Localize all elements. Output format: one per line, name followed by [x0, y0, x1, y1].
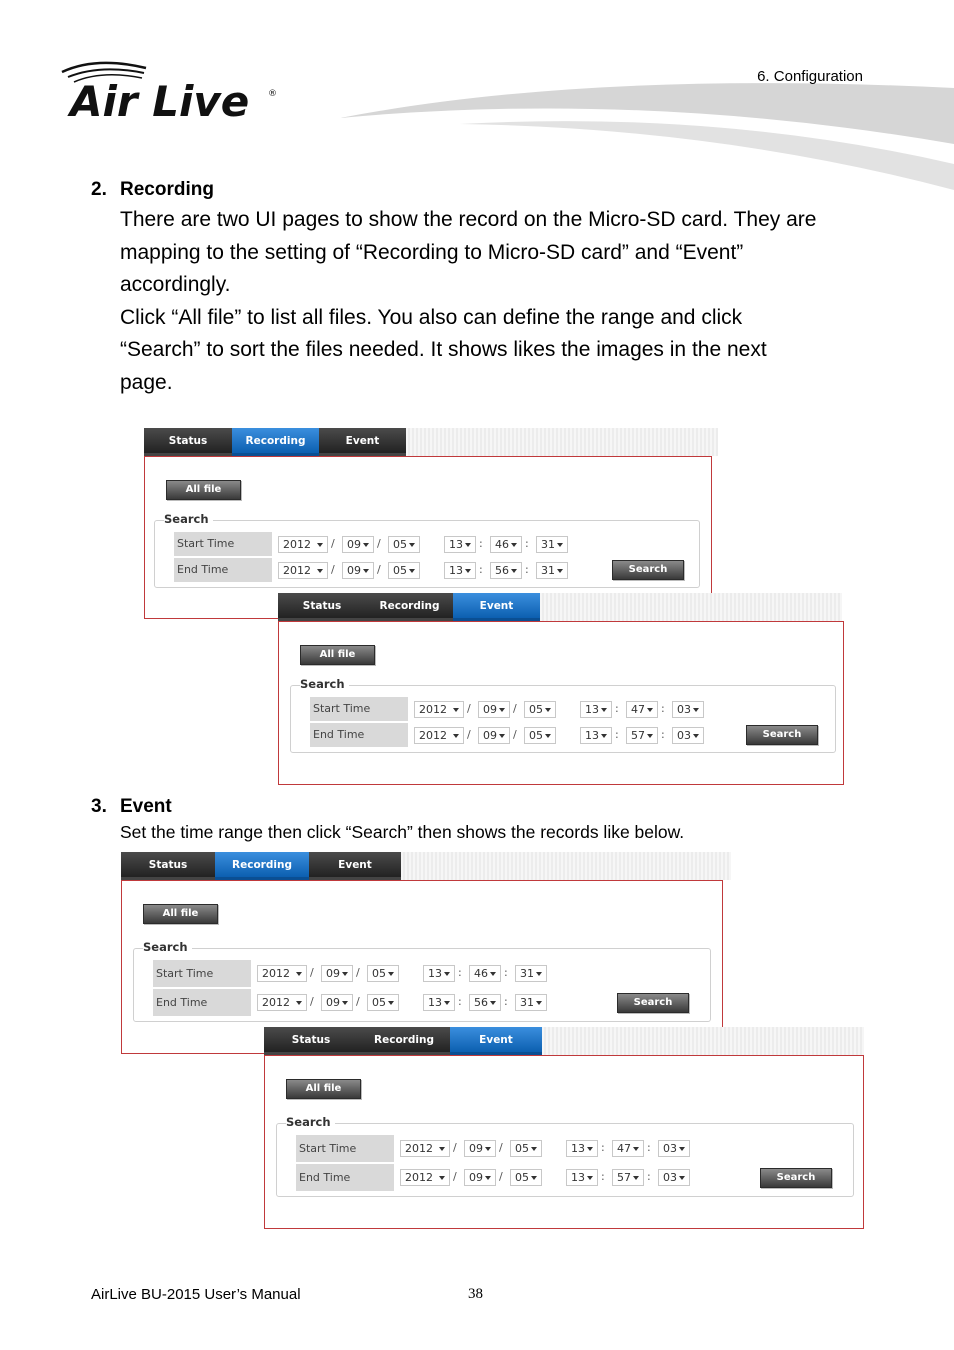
end-time-label: End Time — [174, 558, 272, 582]
dropdown-arrow-icon — [557, 569, 563, 573]
dropdown-arrow-icon — [511, 569, 517, 573]
select-value: 13 — [428, 967, 442, 980]
select-value: 2012 — [405, 1171, 433, 1184]
tab-bar — [121, 852, 401, 880]
select-value: 2012 — [283, 538, 311, 551]
tab-recording[interactable]: Recording — [232, 428, 319, 456]
end-hour-select[interactable] — [566, 1169, 598, 1186]
all-file-button[interactable]: All file — [286, 1079, 361, 1099]
end-time-label: End Time — [310, 723, 408, 747]
page-number: 38 — [468, 1286, 483, 1302]
separator: : — [615, 728, 619, 741]
select-value: 13 — [428, 996, 442, 1009]
body-line: accordingly. — [120, 273, 231, 296]
dropdown-arrow-icon — [409, 543, 415, 547]
select-value: 13 — [571, 1142, 585, 1155]
tab-bar-fill — [540, 593, 842, 621]
footer-manual-title: AirLive BU-2015 User’s Manual — [91, 1286, 301, 1303]
separator: / — [467, 728, 471, 741]
select-value: 2012 — [419, 703, 447, 716]
separator: / — [499, 1170, 503, 1183]
end-minute-select[interactable] — [490, 562, 522, 579]
select-value: 13 — [585, 703, 599, 716]
dropdown-arrow-icon — [439, 1176, 445, 1180]
start-month-select[interactable] — [321, 965, 353, 982]
tab-bar-fill — [401, 852, 731, 880]
tab-recording[interactable]: Recording — [358, 1027, 450, 1055]
select-value: 09 — [326, 967, 340, 980]
select-value: 57 — [631, 729, 645, 742]
end-day-select[interactable] — [367, 994, 399, 1011]
start-day-select[interactable] — [388, 536, 420, 553]
tab-event[interactable]: Event — [453, 593, 540, 621]
separator: / — [377, 537, 381, 550]
tab-bar — [144, 428, 406, 456]
start-month-select[interactable] — [478, 701, 510, 718]
separator: : — [458, 966, 462, 979]
dropdown-arrow-icon — [531, 1147, 537, 1151]
select-value: 2012 — [283, 564, 311, 577]
end-second-select[interactable] — [658, 1169, 690, 1186]
separator: : — [661, 702, 665, 715]
header-swoosh-graphic — [340, 80, 954, 195]
separator: / — [356, 995, 360, 1008]
select-value: 05 — [372, 996, 386, 1009]
end-minute-select[interactable] — [469, 994, 501, 1011]
tab-recording[interactable]: Recording — [215, 852, 309, 880]
tab-bar-fill — [406, 428, 718, 456]
start-minute-select[interactable] — [490, 536, 522, 553]
tab-bar — [278, 593, 540, 621]
start-second-select[interactable] — [536, 536, 568, 553]
dropdown-arrow-icon — [342, 972, 348, 976]
end-month-select[interactable] — [478, 727, 510, 744]
section-title: Recording — [120, 179, 214, 200]
end-day-select[interactable] — [388, 562, 420, 579]
end-year-select[interactable] — [414, 727, 464, 744]
end-month-select[interactable] — [342, 562, 374, 579]
start-year-select[interactable] — [400, 1140, 450, 1157]
start-time-label: Start Time — [310, 697, 408, 721]
select-value: 05 — [393, 538, 407, 551]
search-legend: Search — [164, 512, 213, 526]
body-line: Click “All file” to list all files. You also can define the range and click — [120, 305, 743, 329]
body-line: “Search” to sort the files needed. It shows likes the images in the next — [120, 338, 767, 361]
dropdown-arrow-icon — [296, 1001, 302, 1005]
start-second-select[interactable] — [672, 701, 704, 718]
separator: : — [504, 966, 508, 979]
select-value: 09 — [469, 1171, 483, 1184]
select-value: 09 — [326, 996, 340, 1009]
select-value: 2012 — [419, 729, 447, 742]
search-button[interactable]: Search — [746, 725, 818, 745]
dropdown-arrow-icon — [557, 543, 563, 547]
dropdown-arrow-icon — [633, 1147, 639, 1151]
separator: / — [467, 702, 471, 715]
start-hour-select[interactable] — [423, 965, 455, 982]
dropdown-arrow-icon — [485, 1147, 491, 1151]
separator: : — [525, 537, 529, 550]
separator: / — [513, 702, 517, 715]
separator: : — [647, 1170, 651, 1183]
start-time-label: Start Time — [296, 1135, 394, 1162]
dropdown-arrow-icon — [363, 569, 369, 573]
select-value: 09 — [347, 538, 361, 551]
start-minute-select[interactable] — [612, 1140, 644, 1157]
end-year-select[interactable] — [278, 562, 328, 579]
search-button[interactable]: Search — [760, 1168, 832, 1188]
section-body: Set the time range then click “Search” then shows the records like below. — [120, 822, 685, 842]
separator: : — [525, 563, 529, 576]
end-minute-select[interactable] — [612, 1169, 644, 1186]
separator: : — [601, 1170, 605, 1183]
recording-page-screenshot — [121, 852, 731, 1054]
dropdown-arrow-icon — [363, 543, 369, 547]
tab-event[interactable]: Event — [309, 852, 401, 880]
select-value: 13 — [571, 1171, 585, 1184]
start-year-select[interactable] — [414, 701, 464, 718]
select-value: 56 — [495, 564, 509, 577]
start-second-select[interactable] — [658, 1140, 690, 1157]
all-file-button[interactable]: All file — [300, 645, 375, 665]
start-time-label: Start Time — [153, 960, 251, 987]
separator: / — [331, 537, 335, 550]
tab-recording[interactable]: Recording — [366, 593, 453, 621]
tab-status[interactable]: Status — [278, 593, 366, 621]
dropdown-arrow-icon — [465, 569, 471, 573]
start-day-select[interactable] — [524, 701, 556, 718]
section-number: 3. — [91, 796, 107, 817]
select-value: 46 — [474, 967, 488, 980]
separator: / — [453, 1170, 457, 1183]
dropdown-arrow-icon — [444, 1001, 450, 1005]
dropdown-arrow-icon — [485, 1176, 491, 1180]
select-value: 56 — [474, 996, 488, 1009]
select-value: 03 — [677, 703, 691, 716]
dropdown-arrow-icon — [545, 734, 551, 738]
select-value: 31 — [541, 538, 555, 551]
dropdown-arrow-icon — [693, 734, 699, 738]
select-value: 05 — [515, 1142, 529, 1155]
select-value: 31 — [541, 564, 555, 577]
tab-status[interactable]: Status — [144, 428, 232, 456]
search-legend: Search — [300, 677, 349, 691]
start-month-select[interactable] — [464, 1140, 496, 1157]
dropdown-arrow-icon — [587, 1176, 593, 1180]
airlive-logo — [56, 58, 286, 122]
event-page-screenshot — [278, 593, 842, 785]
dropdown-arrow-icon — [693, 708, 699, 712]
separator: : — [504, 995, 508, 1008]
start-minute-select[interactable] — [626, 701, 658, 718]
select-value: 47 — [617, 1142, 631, 1155]
dropdown-arrow-icon — [490, 972, 496, 976]
dropdown-arrow-icon — [444, 972, 450, 976]
start-day-select[interactable] — [367, 965, 399, 982]
dropdown-arrow-icon — [453, 734, 459, 738]
dropdown-arrow-icon — [453, 708, 459, 712]
end-year-select[interactable] — [400, 1169, 450, 1186]
separator: / — [310, 966, 314, 979]
start-year-select[interactable] — [257, 965, 307, 982]
end-hour-select[interactable] — [423, 994, 455, 1011]
separator: / — [377, 563, 381, 576]
dropdown-arrow-icon — [499, 734, 505, 738]
tab-status[interactable]: Status — [264, 1027, 358, 1055]
dropdown-arrow-icon — [499, 708, 505, 712]
end-time-label: End Time — [153, 989, 251, 1016]
separator: / — [331, 563, 335, 576]
tab-bar-fill — [542, 1027, 864, 1055]
select-value: 2012 — [262, 996, 290, 1009]
end-time-label: End Time — [296, 1164, 394, 1191]
dropdown-arrow-icon — [317, 543, 323, 547]
select-value: 09 — [347, 564, 361, 577]
start-time-label: Start Time — [174, 532, 272, 556]
separator: : — [647, 1141, 651, 1154]
dropdown-arrow-icon — [439, 1147, 445, 1151]
select-value: 05 — [529, 729, 543, 742]
dropdown-arrow-icon — [536, 1001, 542, 1005]
dropdown-arrow-icon — [388, 1001, 394, 1005]
dropdown-arrow-icon — [647, 734, 653, 738]
dropdown-arrow-icon — [388, 972, 394, 976]
select-value: 31 — [520, 996, 534, 1009]
end-year-select[interactable] — [257, 994, 307, 1011]
recording-page-screenshot — [144, 428, 718, 619]
dropdown-arrow-icon — [465, 543, 471, 547]
search-button[interactable]: Search — [612, 560, 684, 580]
select-value: 09 — [483, 729, 497, 742]
end-month-select[interactable] — [321, 994, 353, 1011]
end-second-select[interactable] — [515, 994, 547, 1011]
dropdown-arrow-icon — [531, 1176, 537, 1180]
start-year-select[interactable] — [278, 536, 328, 553]
select-value: 47 — [631, 703, 645, 716]
separator: / — [453, 1141, 457, 1154]
tab-event[interactable]: Event — [319, 428, 406, 456]
select-value: 09 — [483, 703, 497, 716]
tab-status[interactable]: Status — [121, 852, 215, 880]
end-month-select[interactable] — [464, 1169, 496, 1186]
end-day-select[interactable] — [524, 727, 556, 744]
dropdown-arrow-icon — [342, 1001, 348, 1005]
select-value: 2012 — [262, 967, 290, 980]
dropdown-arrow-icon — [601, 708, 607, 712]
svg-text:®: ® — [268, 89, 277, 99]
body-line: There are two UI pages to show the record on the Micro-SD card. They are — [120, 208, 817, 231]
dropdown-arrow-icon — [409, 569, 415, 573]
start-month-select[interactable] — [342, 536, 374, 553]
dropdown-arrow-icon — [545, 708, 551, 712]
select-value: 13 — [449, 538, 463, 551]
dropdown-arrow-icon — [511, 543, 517, 547]
select-value: 31 — [520, 967, 534, 980]
select-value: 05 — [393, 564, 407, 577]
start-hour-select[interactable] — [580, 701, 612, 718]
search-button[interactable]: Search — [617, 993, 689, 1013]
separator: / — [513, 728, 517, 741]
select-value: 2012 — [405, 1142, 433, 1155]
start-minute-select[interactable] — [469, 965, 501, 982]
end-second-select[interactable] — [672, 727, 704, 744]
dropdown-arrow-icon — [536, 972, 542, 976]
select-value: 03 — [663, 1171, 677, 1184]
event-page-screenshot — [264, 1027, 864, 1229]
separator: / — [356, 966, 360, 979]
dropdown-arrow-icon — [317, 569, 323, 573]
select-value: 09 — [469, 1142, 483, 1155]
select-value: 05 — [372, 967, 386, 980]
end-hour-select[interactable] — [580, 727, 612, 744]
search-legend: Search — [286, 1115, 335, 1129]
all-file-button[interactable]: All file — [166, 480, 241, 500]
dropdown-arrow-icon — [679, 1176, 685, 1180]
start-hour-select[interactable] — [444, 536, 476, 553]
separator: / — [499, 1141, 503, 1154]
body-line: mapping to the setting of “Recording to Micro-SD card” and “Event” — [120, 240, 744, 264]
select-value: 46 — [495, 538, 509, 551]
dropdown-arrow-icon — [633, 1176, 639, 1180]
body-line: page. — [120, 370, 173, 394]
svg-text:Air Live: Air Live — [70, 77, 250, 122]
dropdown-arrow-icon — [647, 708, 653, 712]
section-number: 2. — [91, 179, 107, 200]
separator: : — [479, 537, 483, 550]
start-day-select[interactable] — [510, 1140, 542, 1157]
end-day-select[interactable] — [510, 1169, 542, 1186]
separator: : — [615, 702, 619, 715]
end-minute-select[interactable] — [626, 727, 658, 744]
section-label: 6. Configuration — [757, 68, 863, 85]
dropdown-arrow-icon — [587, 1147, 593, 1151]
separator: : — [661, 728, 665, 741]
dropdown-arrow-icon — [490, 1001, 496, 1005]
dropdown-arrow-icon — [679, 1147, 685, 1151]
all-file-button[interactable]: All file — [143, 904, 218, 924]
start-second-select[interactable] — [515, 965, 547, 982]
dropdown-arrow-icon — [601, 734, 607, 738]
end-hour-select[interactable] — [444, 562, 476, 579]
tab-event[interactable]: Event — [450, 1027, 542, 1055]
select-value: 13 — [449, 564, 463, 577]
select-value: 05 — [515, 1171, 529, 1184]
separator: / — [310, 995, 314, 1008]
dropdown-arrow-icon — [296, 972, 302, 976]
separator: : — [458, 995, 462, 1008]
end-second-select[interactable] — [536, 562, 568, 579]
section-body — [120, 204, 910, 399]
tab-bar — [264, 1027, 542, 1055]
search-legend: Search — [143, 940, 192, 954]
section-title: Event — [120, 796, 172, 817]
separator: : — [479, 563, 483, 576]
select-value: 13 — [585, 729, 599, 742]
select-value: 03 — [663, 1142, 677, 1155]
select-value: 57 — [617, 1171, 631, 1184]
start-hour-select[interactable] — [566, 1140, 598, 1157]
select-value: 03 — [677, 729, 691, 742]
select-value: 05 — [529, 703, 543, 716]
separator: : — [601, 1141, 605, 1154]
